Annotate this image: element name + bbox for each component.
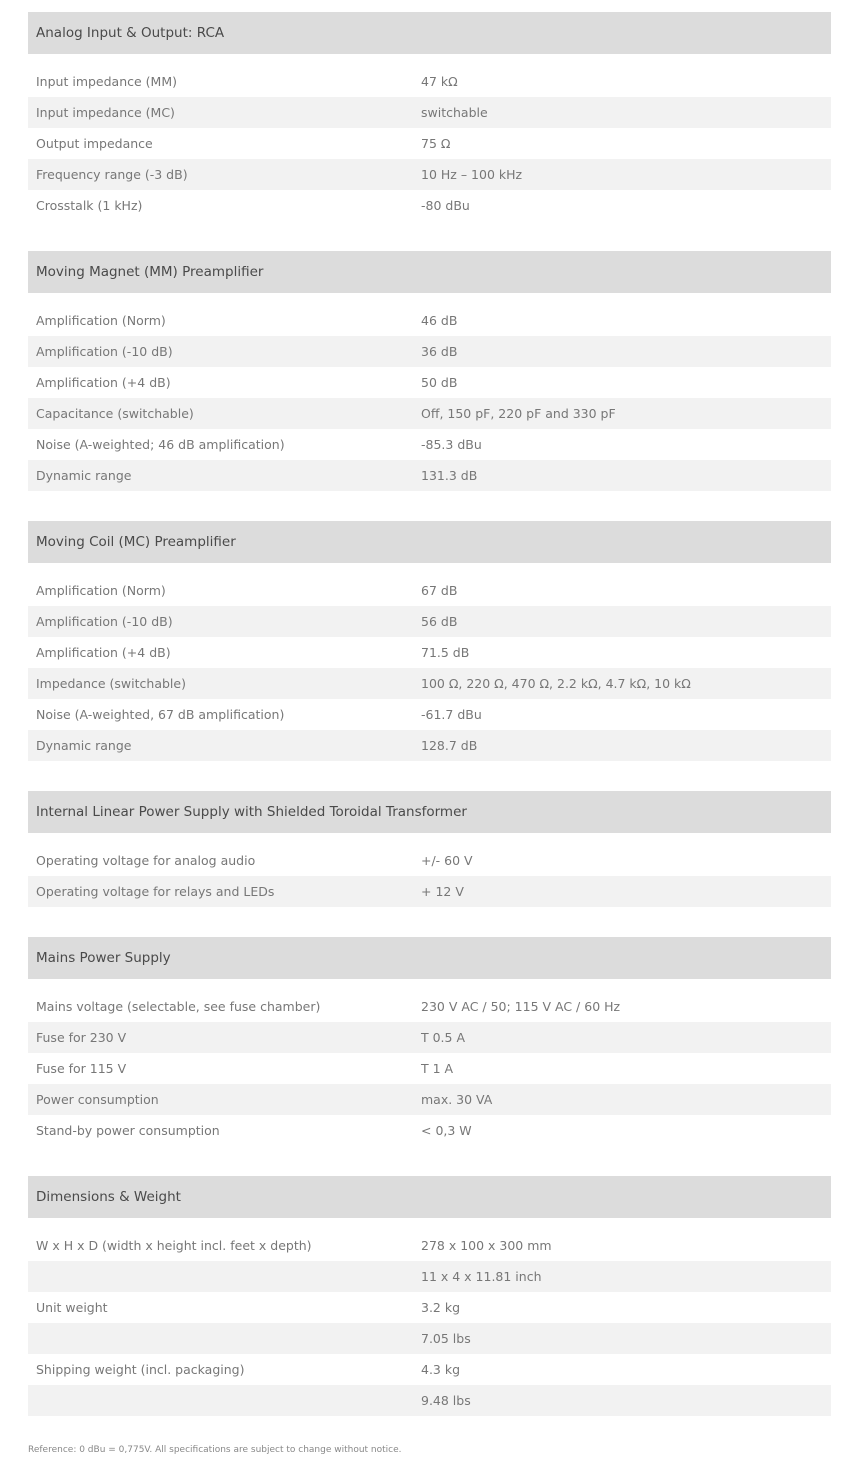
spec-row [28, 1230, 831, 1261]
spec-label: Operating voltage for analog audio [36, 853, 256, 868]
section-title: Mains Power Supply [28, 937, 831, 979]
spec-row [28, 1261, 831, 1292]
spec-section [28, 251, 831, 521]
spec-row [28, 1292, 831, 1323]
spec-label: Amplification (Norm) [36, 583, 166, 598]
spec-row [28, 1053, 831, 1084]
spec-row [28, 606, 831, 637]
spec-label: Amplification (+4 dB) [36, 645, 171, 660]
spec-row [28, 398, 831, 429]
spec-label: Mains voltage (selectable, see fuse chamber) [36, 999, 321, 1014]
spec-row [28, 305, 831, 336]
section-title: Moving Magnet (MM) Preamplifier [28, 251, 831, 293]
spec-value: T 1 A [421, 1061, 454, 1076]
spec-value: 10 Hz – 100 kHz [421, 167, 523, 182]
spec-section [28, 1176, 831, 1416]
spec-value: max. 30 VA [421, 1092, 493, 1107]
spec-label: Power consumption [36, 1092, 159, 1107]
section-title: Analog Input & Output: RCA [28, 12, 831, 54]
spec-label: Crosstalk (1 kHz) [36, 198, 143, 213]
spec-value: 46 dB [421, 313, 458, 328]
section-title: Moving Coil (MC) Preamplifier [28, 521, 831, 563]
spec-value: T 0.5 A [421, 1030, 466, 1045]
spec-value: 100 Ω, 220 Ω, 470 Ω, 2.2 kΩ, 4.7 kΩ, 10 kΩ [421, 676, 691, 691]
spec-value: 131.3 dB [421, 468, 478, 483]
spec-row [28, 575, 831, 606]
spec-section [28, 791, 831, 937]
spec-row [28, 128, 831, 159]
spec-section [28, 937, 831, 1176]
section-spacer [28, 1146, 831, 1176]
spec-label: Noise (A-weighted; 46 dB amplification) [36, 437, 285, 452]
spec-value: -85.3 dBu [421, 437, 482, 452]
spec-row [28, 1115, 831, 1146]
spec-label: Shipping weight (incl. packaging) [36, 1362, 245, 1377]
spec-table [28, 12, 831, 1416]
spec-row [28, 876, 831, 907]
spec-value: 278 x 100 x 300 mm [421, 1238, 552, 1253]
spec-row [28, 66, 831, 97]
spec-rows [28, 563, 831, 761]
spec-row [28, 1354, 831, 1385]
spec-row [28, 699, 831, 730]
spec-row [28, 97, 831, 128]
spec-row [28, 429, 831, 460]
spec-value: 71.5 dB [421, 645, 470, 660]
spec-label: Input impedance (MM) [36, 74, 177, 89]
spec-row [28, 637, 831, 668]
spec-label: Dynamic range [36, 738, 132, 753]
section-title: Internal Linear Power Supply with Shielded Toroidal Transformer [28, 791, 831, 833]
spec-row [28, 1385, 831, 1416]
spec-value: < 0,3 W [421, 1123, 472, 1138]
spec-label: Amplification (-10 dB) [36, 344, 173, 359]
spec-value: 50 dB [421, 375, 458, 390]
spec-value: +/- 60 V [421, 853, 473, 868]
spec-rows [28, 833, 831, 907]
spec-label: Amplification (+4 dB) [36, 375, 171, 390]
spec-value: 7.05 lbs [421, 1331, 471, 1346]
spec-label: Fuse for 115 V [36, 1061, 127, 1076]
spec-label: Stand-by power consumption [36, 1123, 220, 1138]
spec-row [28, 1022, 831, 1053]
spec-row [28, 336, 831, 367]
spec-row [28, 367, 831, 398]
spec-row [28, 730, 831, 761]
footnote: Reference: 0 dBu = 0,775V. All specifications are subject to change without notice. [28, 1445, 402, 1455]
spec-section [28, 12, 831, 251]
spec-value: -61.7 dBu [421, 707, 482, 722]
spec-label: W x H x D (width x height incl. feet x depth) [36, 1238, 312, 1253]
spec-rows [28, 54, 831, 221]
spec-value: 3.2 kg [421, 1300, 461, 1315]
spec-value: 67 dB [421, 583, 458, 598]
spec-row [28, 159, 831, 190]
spec-section [28, 521, 831, 791]
spec-value: 4.3 kg [421, 1362, 461, 1377]
spec-value: 75 Ω [421, 136, 451, 151]
spec-row [28, 668, 831, 699]
spec-value: 47 kΩ [421, 74, 458, 89]
spec-label: Output impedance [36, 136, 153, 151]
spec-rows [28, 293, 831, 491]
spec-value: 128.7 dB [421, 738, 478, 753]
spec-value: 11 x 4 x 11.81 inch [421, 1269, 542, 1284]
spec-rows [28, 979, 831, 1146]
spec-label: Input impedance (MC) [36, 105, 175, 120]
spec-label: Unit weight [36, 1300, 108, 1315]
section-spacer [28, 907, 831, 937]
spec-label: Fuse for 230 V [36, 1030, 127, 1045]
section-title: Dimensions & Weight [28, 1176, 831, 1218]
spec-label: Operating voltage for relays and LEDs [36, 884, 275, 899]
spec-value: + 12 V [421, 884, 464, 899]
spec-row [28, 1084, 831, 1115]
spec-row [28, 991, 831, 1022]
spec-label: Frequency range (-3 dB) [36, 167, 188, 182]
spec-value: switchable [421, 105, 488, 120]
spec-row [28, 845, 831, 876]
spec-row [28, 460, 831, 491]
spec-value: 230 V AC / 50; 115 V AC / 60 Hz [421, 999, 621, 1014]
spec-row [28, 190, 831, 221]
spec-value: 9.48 lbs [421, 1393, 471, 1408]
spec-label: Amplification (Norm) [36, 313, 166, 328]
spec-label: Impedance (switchable) [36, 676, 186, 691]
spec-value: 36 dB [421, 344, 458, 359]
spec-label: Amplification (-10 dB) [36, 614, 173, 629]
spec-rows [28, 1218, 831, 1416]
section-spacer [28, 491, 831, 521]
spec-row [28, 1323, 831, 1354]
spec-value: Off, 150 pF, 220 pF and 330 pF [421, 406, 616, 421]
section-spacer [28, 221, 831, 251]
spec-label: Dynamic range [36, 468, 132, 483]
section-spacer [28, 761, 831, 791]
spec-label: Noise (A-weighted, 67 dB amplification) [36, 707, 285, 722]
spec-value: -80 dBu [421, 198, 470, 213]
spec-label: Capacitance (switchable) [36, 406, 194, 421]
spec-value: 56 dB [421, 614, 458, 629]
